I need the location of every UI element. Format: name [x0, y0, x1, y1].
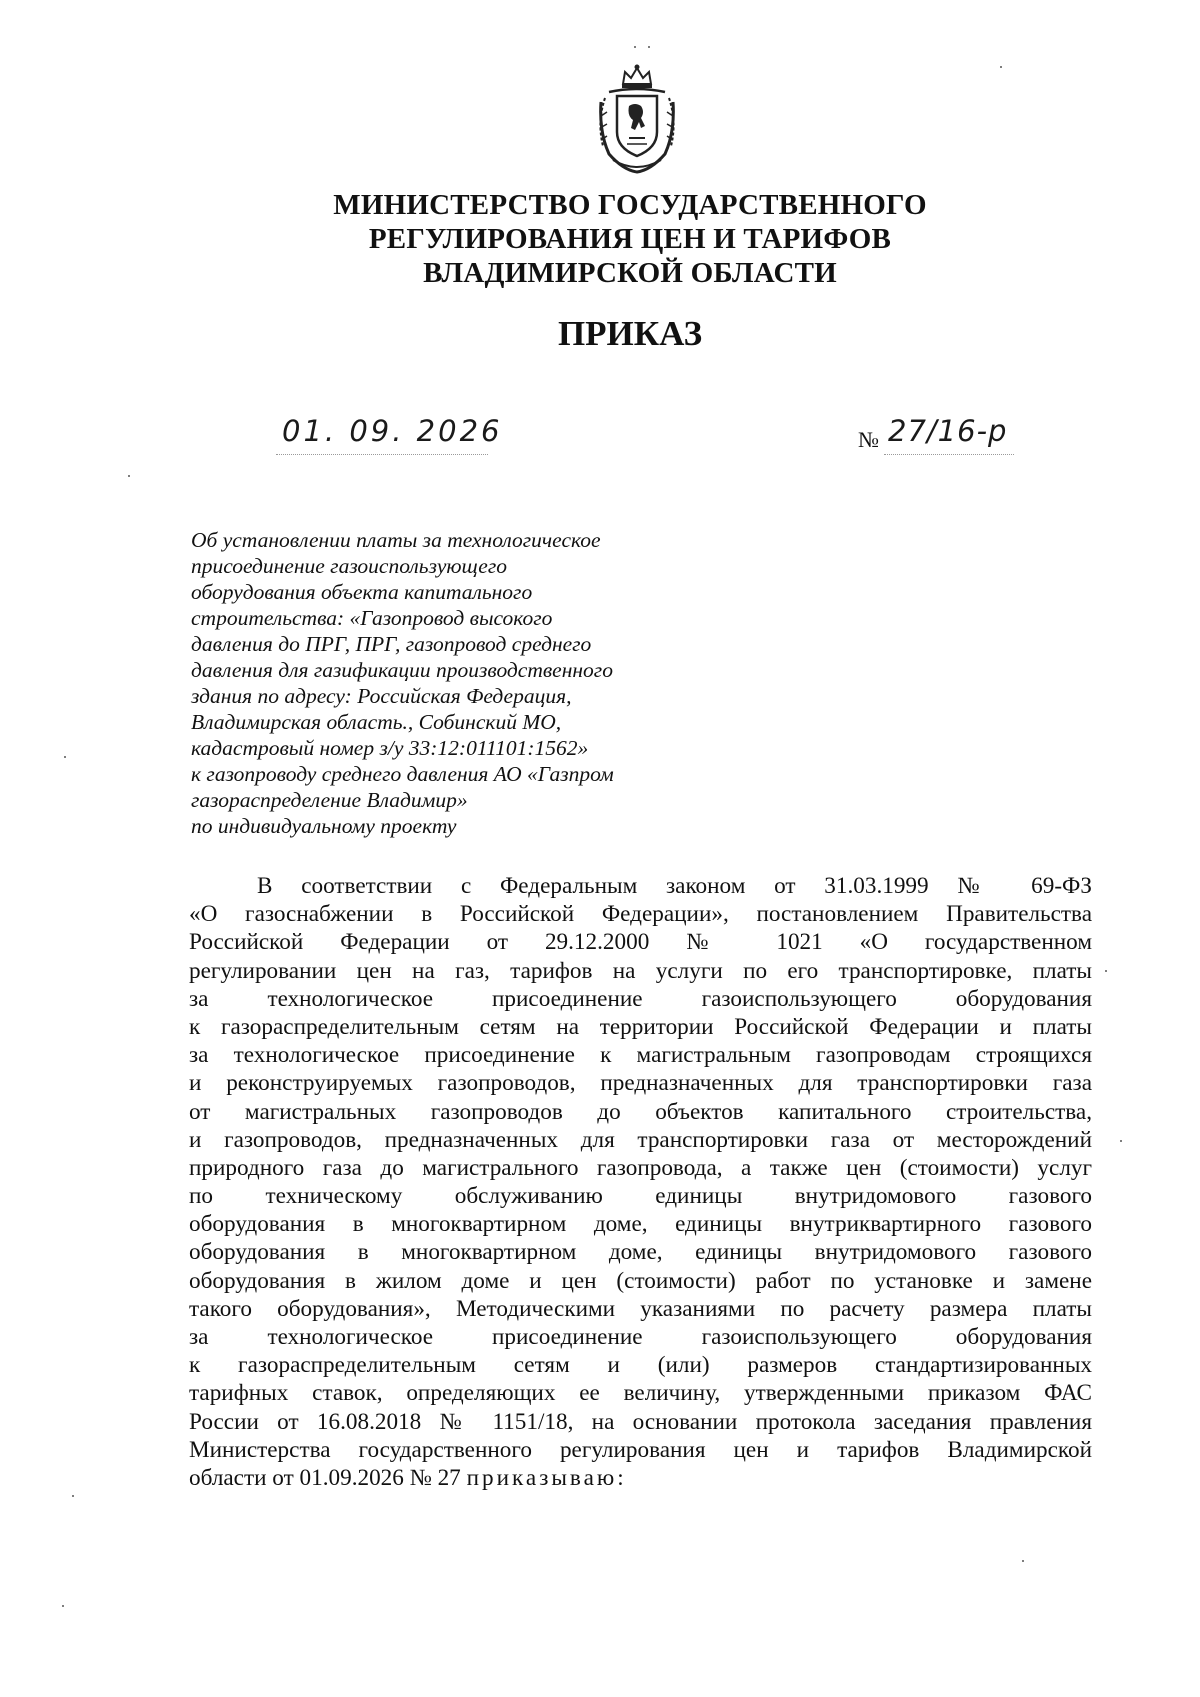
body-last-line — [189, 1464, 1092, 1492]
body-line: по техническому обслуживанию единицы внутридомового газового — [189, 1183, 1092, 1210]
order-verb: приказываю: — [466, 1464, 627, 1491]
body-line: оборудования в жилом доме и цен (стоимости) работ по установке и замене — [189, 1267, 1092, 1294]
body-line: Министерства государственного регулирования цен и тарифов Владимирской — [189, 1436, 1092, 1463]
body-line: оборудования в многоквартирном доме, единицы внутриквартирного газового — [189, 1211, 1092, 1238]
scan-speck — [64, 756, 66, 758]
order-number: 27/16-р — [888, 414, 1008, 448]
body-line: за технологическое присоединение к магистральным газопроводам строящихся — [189, 1042, 1092, 1069]
ministry-line-1: МИНИСТЕРСТВО ГОСУДАРСТВЕННОГО — [333, 189, 927, 221]
subject-line: Об установлении платы за технологическое — [191, 528, 601, 552]
body-line: за технологическое присоединение газоиспользующего оборудования — [189, 985, 1092, 1012]
number-sign: № — [858, 427, 879, 452]
body-last-line-text: области от 01.09.2026 № 27 — [189, 1464, 461, 1491]
body-line: за технологическое присоединение газоиспользующего оборудования — [189, 1324, 1092, 1350]
subject-line: газораспределение Владимир» — [191, 788, 468, 812]
body-line: Российской Федерации от 29.12.2000 № 1021 «О государственном — [189, 929, 1092, 956]
order-subject — [191, 527, 671, 839]
subject-line: здания по адресу: Российская Федерация, — [191, 684, 572, 708]
body-line: «О газоснабжении в Российской Федерации», постановлением Правительства — [189, 901, 1092, 928]
scan-speck — [1105, 970, 1107, 972]
scan-speck — [1022, 1560, 1024, 1562]
scan-speck — [634, 46, 636, 48]
subject-line: оборудования объекта капитального — [191, 580, 533, 604]
subject-line: по индивидуальному проекту — [191, 814, 457, 838]
scan-speck — [1000, 66, 1002, 68]
body-line: такого оборудования», Методическими указаниями по расчету размера платы — [189, 1295, 1092, 1322]
document-type-title: ПРИКАЗ — [557, 314, 703, 353]
ministry-line-2: РЕГУЛИРОВАНИЯ ЦЕН И ТАРИФОВ — [368, 223, 892, 255]
coat-of-arms-icon — [589, 62, 685, 174]
body-line: к газораспределительным сетям на территории Российской Федерации и платы — [189, 1013, 1092, 1040]
subject-line: к газопроводу среднего давления АО «Газпром — [191, 762, 614, 786]
order-date: 01. 09. 2026 — [282, 414, 503, 448]
body-line: регулировании цен на газ, тарифов на услуги по его транспортировке, платы — [189, 957, 1092, 984]
subject-line: строительства: «Газопровод высокого — [191, 606, 553, 630]
body-line: и реконструируемых газопроводов, предназначенных для транспортировки газа — [189, 1070, 1092, 1097]
number-underline — [884, 454, 1014, 455]
subject-line: Владимирская область., Собинский МО, — [191, 710, 562, 734]
ministry-name — [250, 188, 1010, 290]
body-line: к газораспределительным сетям и (или) размеров стандартизированных — [189, 1352, 1092, 1379]
subject-line: присоединение газоиспользующего — [191, 554, 507, 578]
scan-speck — [128, 475, 130, 477]
body-line: России от 16.08.2018 № 1151/18, на основании протокола заседания правления — [189, 1408, 1092, 1435]
body-line: и газопроводов, предназначенных для транспортировки газа от месторождений — [189, 1126, 1092, 1153]
scan-speck — [62, 1605, 64, 1607]
date-underline — [276, 454, 488, 455]
subject-line: давления до ПРГ, ПРГ, газопровод среднего — [191, 632, 592, 656]
body-line: от магистральных газопроводов до объектов капитального строительства, — [189, 1098, 1092, 1125]
body-line: тарифных ставок, определяющих ее величину, утвержденными приказом ФАС — [189, 1380, 1092, 1407]
scan-speck — [1120, 1140, 1122, 1142]
ministry-line-3: ВЛАДИМИРСКОЙ ОБЛАСТИ — [423, 257, 837, 289]
subject-line: кадастровый номер з/у 33:12:011101:1562» — [191, 736, 589, 760]
order-preamble — [189, 872, 1092, 1492]
scan-speck — [72, 1495, 74, 1497]
body-line: природного газа до магистрального газопровода, а также цен (стоимости) услуг — [189, 1154, 1092, 1181]
subject-line: давления для газификации производственного — [191, 658, 613, 682]
body-line: В соответствии с Федеральным законом от 31.03.1999 № 69-ФЗ — [257, 873, 1092, 899]
scan-speck — [648, 46, 650, 48]
body-line: оборудования в многоквартирном доме, единицы внутридомового газового — [189, 1239, 1092, 1266]
